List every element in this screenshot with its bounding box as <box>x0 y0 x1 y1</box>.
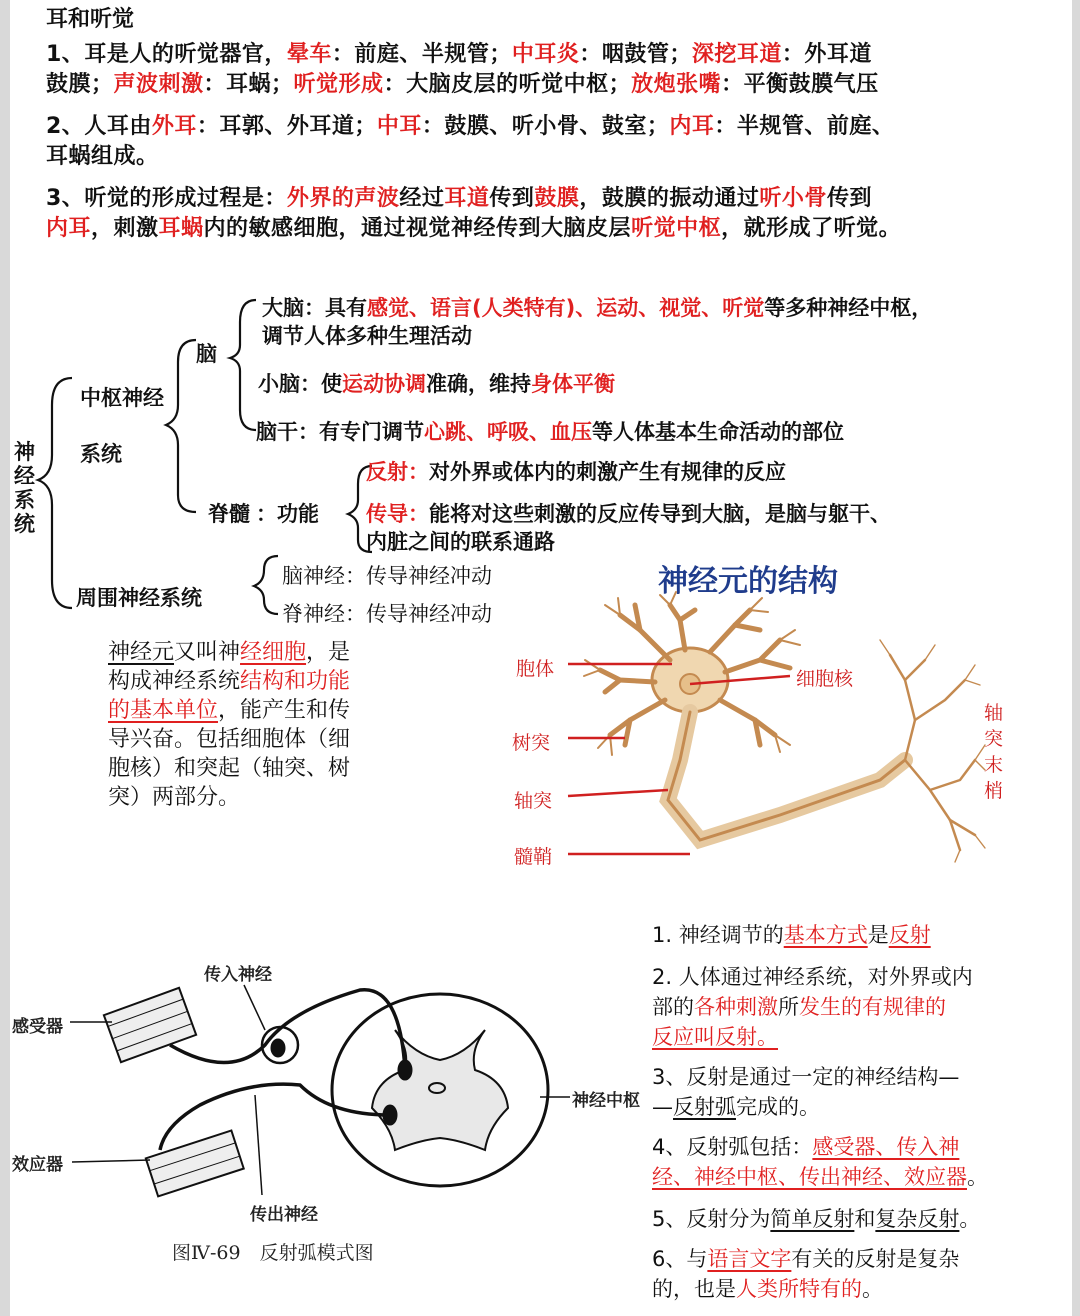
p1-text: ：平衡鼓膜气压 <box>721 72 879 97</box>
conduct-text: 内脏之间的联系通路 <box>366 530 555 554</box>
gray-matter <box>372 1030 508 1150</box>
p3-key: 听小骨 <box>759 186 827 211</box>
section-title: 耳和听觉 <box>46 7 135 32</box>
p1-key: 听觉形成 <box>293 72 384 97</box>
p2-text: 人耳由 <box>84 114 152 139</box>
note-text: 又叫神 <box>174 640 241 665</box>
stem-key: 心跳、呼吸、血压 <box>424 420 592 444</box>
n1-text: 1. 神经调节的 <box>652 923 784 947</box>
note-text: 神经元 <box>108 640 175 665</box>
note-key: 经细胞 <box>240 640 307 665</box>
terminal-char: 轴 <box>984 702 1004 724</box>
n6-text: 有关的反射是复杂 <box>791 1247 960 1271</box>
p1-text: 耳是人的听觉器官， <box>84 42 287 67</box>
p3-key: 耳蜗 <box>158 216 204 241</box>
label-nucleus: 细胞核 <box>796 668 854 690</box>
note-key: 的基本单位 <box>108 698 219 723</box>
p3-text: ，刺激 <box>91 216 159 241</box>
label-efferent: 传出神经 <box>250 1205 318 1225</box>
label-effector: 效应器 <box>12 1155 63 1175</box>
label-center: 神经中枢 <box>572 1091 640 1111</box>
spinal-label: 脊髓 <box>208 502 250 526</box>
label-afferent: 传入神经 <box>204 965 272 985</box>
note-1 <box>652 920 1052 950</box>
n5-text: 和 <box>854 1207 876 1231</box>
label-soma: 胞体 <box>516 658 555 680</box>
terminal-char: 突 <box>984 728 1004 750</box>
p2-key: 外耳 <box>151 114 197 139</box>
neuron-title: 神经元的结构 <box>658 564 838 599</box>
note-key: 结构和功能 <box>240 669 351 694</box>
n2-text: 所 <box>778 995 799 1019</box>
p3-text: ，就形成了听觉。 <box>721 216 902 241</box>
p2-text: ：耳郭、外耳道； <box>196 114 377 139</box>
cerebellum-text: 准确，维持 <box>426 372 531 396</box>
n4-key: 经、神经中枢、传出神经、效应器 <box>652 1165 967 1189</box>
n3-text: 3、反射是通过一定的神经结构— <box>652 1065 960 1089</box>
label-myelin: 髓鞘 <box>514 846 553 868</box>
label-receptor: 感受器 <box>12 1017 63 1037</box>
p1-text: ：外耳道 <box>781 42 872 67</box>
note-5 <box>652 1204 1052 1234</box>
p2-text: 耳蜗组成。 <box>46 144 159 169</box>
conduct-text: 能将对这些刺激的反应传导到大脑，是脑与躯干、 <box>429 502 891 526</box>
cerebrum-text: 大脑：具有 <box>262 296 367 320</box>
n2-text: 2. 人体通过神经系统，对外界或内 <box>652 965 973 989</box>
note-text: 导兴奋。包括细胞体（细 <box>108 727 351 752</box>
note-3 <box>652 1062 1052 1122</box>
n5-key: 复杂反射 <box>875 1207 960 1231</box>
tree-cranial: 脑神经：传导神经冲动 <box>282 564 492 588</box>
p1-text: ：咽鼓管； <box>579 42 692 67</box>
n6-text: 6、与 <box>652 1247 708 1271</box>
p3-text: 传到 <box>826 186 872 211</box>
p1-text: ：大脑皮层的听觉中枢； <box>383 72 632 97</box>
tree-spinal-nerve: 脊神经：传导神经冲动 <box>282 602 492 626</box>
p3-key: 鼓膜 <box>534 186 580 211</box>
note-text: 胞核）和突起（轴突、树 <box>108 756 351 781</box>
n2-key: 发生的有规律的 <box>799 995 946 1019</box>
note-text: 突）两部分。 <box>108 785 241 810</box>
p1-num: 1、 <box>46 42 85 67</box>
interneuron-cell <box>398 1060 412 1080</box>
n4-text: 。 <box>967 1165 988 1189</box>
reflex-text: 对外界或体内的刺激产生有规律的反应 <box>429 460 786 484</box>
n6-key: 语言文字 <box>707 1247 792 1271</box>
n6-text: 的，也是 <box>652 1277 736 1301</box>
n3-text: — <box>652 1095 673 1119</box>
p3-text: 听觉的形成过程是： <box>84 186 287 211</box>
p2-text: ：半规管、前庭、 <box>714 114 895 139</box>
n1-key: 反射 <box>888 923 931 947</box>
tree-cns-2: 系统 <box>80 442 122 466</box>
tree-pns: 周围神经系统 <box>76 586 202 610</box>
note-text: ，是 <box>306 640 351 665</box>
p3-text: ，鼓膜的振动通过 <box>579 186 760 211</box>
tree-cns-1: 中枢神经 <box>80 386 164 410</box>
n2-key: 各种刺激 <box>694 995 778 1019</box>
n1-text: 是 <box>867 923 889 947</box>
n6-text: 。 <box>862 1277 883 1301</box>
reflex-key: 反射： <box>366 460 429 484</box>
terminal-char: 梢 <box>984 780 1004 802</box>
note-text: ，能产生和传 <box>218 698 351 723</box>
conduct-key: 传导： <box>366 502 429 526</box>
reflex-caption: 图Ⅳ-69 反射弧模式图 <box>172 1242 374 1264</box>
label-dendrite: 树突 <box>512 732 551 754</box>
p2-key: 中耳 <box>376 114 422 139</box>
note-4 <box>652 1132 1052 1192</box>
p3-key: 耳道 <box>444 186 490 211</box>
label-axon: 轴突 <box>514 790 553 812</box>
efferent-nerve <box>160 1084 390 1150</box>
stem-text: 等人体基本生命活动的部位 <box>592 420 844 444</box>
n4-text: 4、反射弧包括： <box>652 1135 813 1159</box>
p1-key: 晕车 <box>286 42 332 67</box>
cerebellum-text: 小脑：使 <box>258 372 342 396</box>
effector-shape <box>146 1131 244 1197</box>
n2-key: 反应叫反射。 <box>652 1025 778 1049</box>
p1-text: ：前庭、半规管； <box>331 42 512 67</box>
spinal-function: ：功能 <box>256 502 319 526</box>
p3-key: 外界的声波 <box>286 186 400 211</box>
p1-text: 鼓膜； <box>46 72 114 97</box>
p1-key: 放炮张嘴 <box>631 72 722 97</box>
note-2 <box>652 962 1052 1052</box>
tree-root: 神经系统 <box>14 440 35 536</box>
p1-key: 深挖耳道 <box>691 42 782 67</box>
ganglion-cell <box>271 1039 285 1057</box>
n5-text: 5、反射分为 <box>652 1207 771 1231</box>
n5-key: 简单反射 <box>770 1207 855 1231</box>
p3-num: 3、 <box>46 186 85 211</box>
stem-text: 脑干：有专门调节 <box>256 420 424 444</box>
note-text: 构成神经系统 <box>108 669 241 694</box>
p3-text: 传到 <box>489 186 535 211</box>
p2-text: ：鼓膜、听小骨、鼓室； <box>421 114 670 139</box>
p3-key: 听觉中枢 <box>631 216 722 241</box>
p3-text: 内的敏感细胞，通过视觉神经传到大脑皮层 <box>203 216 632 241</box>
n1-key: 基本方式 <box>783 923 868 947</box>
cerebrum-text: 等多种神经中枢， <box>764 296 933 320</box>
motor-neuron-cell <box>383 1105 397 1125</box>
p1-key: 声波刺激 <box>113 72 204 97</box>
cerebrum-key: 感觉、语言(人类特有)、运动、视觉、听觉 <box>367 296 765 320</box>
cerebrum-text: 调节人体多种生理活动 <box>262 324 472 348</box>
n5-text: 。 <box>959 1207 981 1231</box>
n3-text: 完成的。 <box>736 1095 820 1119</box>
cerebellum-key: 运动协调 <box>342 372 426 396</box>
tree-brain: 脑 <box>196 342 217 366</box>
cerebellum-key: 身体平衡 <box>531 372 615 396</box>
note-6 <box>652 1244 1052 1304</box>
terminal-char: 末 <box>984 754 1004 776</box>
n2-text: 部的 <box>652 995 694 1019</box>
p1-key: 中耳炎 <box>511 42 580 67</box>
p2-num: 2、 <box>46 114 85 139</box>
p1-text: ：耳蜗； <box>203 72 294 97</box>
p3-key: 内耳 <box>46 216 92 241</box>
p3-text: 经过 <box>399 186 445 211</box>
n4-key: 感受器、传入神 <box>812 1135 960 1159</box>
p2-key: 内耳 <box>669 114 715 139</box>
n3-key: 反射弧 <box>673 1095 736 1119</box>
n6-key: 人类所特有的 <box>736 1277 862 1301</box>
